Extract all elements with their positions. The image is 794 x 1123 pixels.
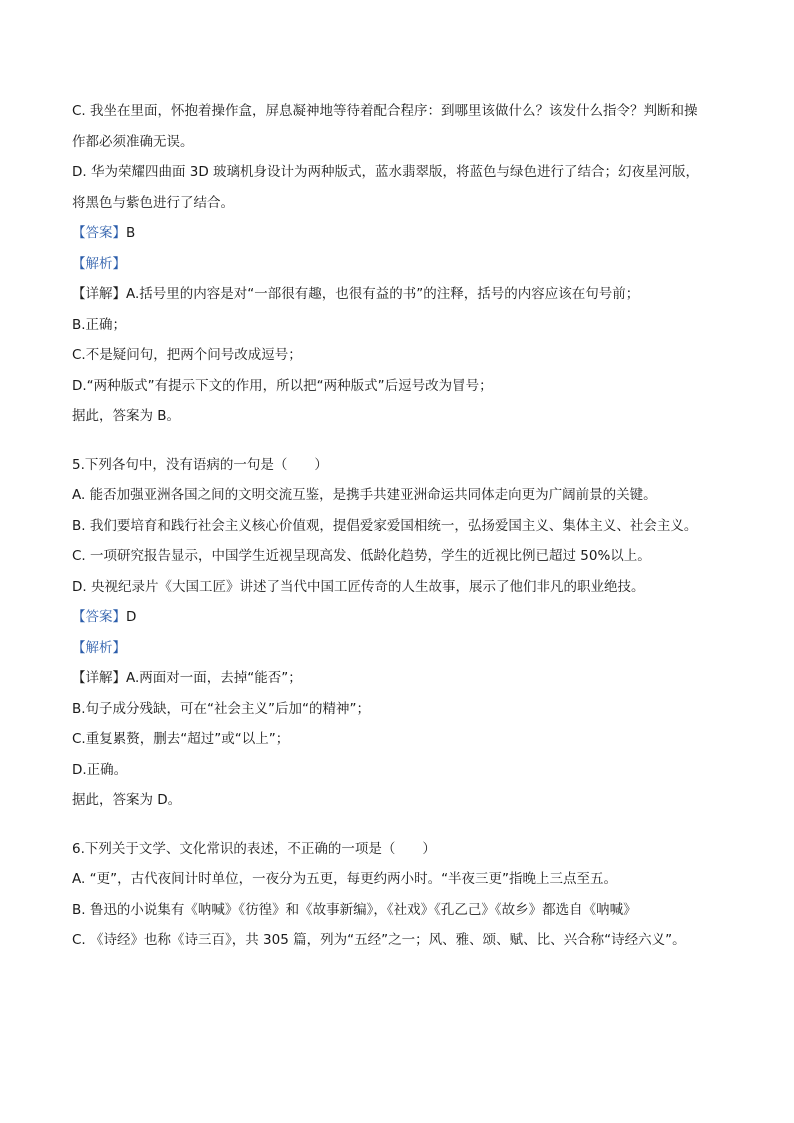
- q5-detail-a: [72, 663, 722, 694]
- answer-tag: 【答案】: [72, 609, 126, 625]
- q6-stem: 6.下列关于文学、文化常识的表述，不正确的一项是（ ）: [72, 840, 436, 857]
- detail-text: A.括号里的内容是对“一部很有趣，也很有益的书”的注释，括号的内容应该在句号前；: [126, 286, 640, 302]
- q5-detail-d: D.正确。: [72, 761, 128, 778]
- q4-detail-b: B.正确；: [72, 316, 127, 333]
- q4-option-d-line2: 将黑色与紫色进行了结合。: [72, 194, 234, 211]
- q6-option-b: B. 鲁迅的小说集有《呐喊》《彷徨》和《故事新编》，《社戏》《孔乙己》《故乡》都选自《呐喊》: [72, 901, 637, 918]
- spacer: [72, 816, 722, 834]
- q4-detail-c: C.不是疑问句，把两个问号改成逗号；: [72, 347, 302, 363]
- q5-analysis-tag: 【解析】: [72, 639, 126, 656]
- q5-option-b: B. 我们要培育和践行社会主义核心价值观，提倡爱家爱国相统一，弘扬爱国主义、集体主义、社会主义。: [72, 517, 698, 534]
- answer-tag: 【答案】: [72, 225, 126, 241]
- q5-detail-b: B.句子成分残缺，可在“社会主义”后加“的精神”；: [72, 700, 371, 717]
- q4-option-c-line1: C. 我坐在里面，怀抱着操作盒，屏息凝神地等待着配合程序：到哪里该做什么？该发什么指令？判断和操: [72, 103, 698, 119]
- document-page: [72, 96, 722, 956]
- q4-conclusion: 据此，答案为 B。: [72, 408, 181, 424]
- q4-detail-a: [72, 279, 722, 310]
- q4-answer: [72, 218, 722, 249]
- spacer: [72, 432, 722, 450]
- q4-detail-d: D.“两种版式”有提示下文的作用，所以把“两种版式”后逗号改为冒号；: [72, 377, 493, 394]
- detail-tag: 【详解】: [72, 286, 126, 302]
- q5-detail-c: C.重复累赘，删去“超过”或“以上”；: [72, 731, 290, 747]
- q5-stem: 5.下列各句中，没有语病的一句是（ ）: [72, 456, 328, 473]
- detail-tag: 【详解】: [72, 670, 126, 686]
- q5-answer: [72, 602, 722, 633]
- q4-option-c-line2: 作都必须准确无误。: [72, 133, 194, 150]
- q5-option-c: C. 一项研究报告显示，中国学生近视呈现高发、低龄化趋势，学生的近视比例已超过 50%以上。: [72, 548, 651, 564]
- q6-option-c: C. 《诗经》也称《诗三百》，共 305 篇，列为“五经”之一；风、雅、颂、赋、比、兴合称“诗经六义”。: [72, 932, 686, 948]
- q5-option-a: A. 能否加强亚洲各国之间的文明交流互鉴，是携手共建亚洲命运共同体走向更为广阔前景的关键。: [72, 487, 657, 503]
- answer-value: B: [126, 225, 136, 241]
- q4-analysis-tag: 【解析】: [72, 255, 126, 272]
- q5-option-d: D. 央视纪录片《大国工匠》讲述了当代中国工匠传奇的人生故事，展示了他们非凡的职业绝技。: [72, 578, 645, 595]
- q4-option-d-line1: D. 华为荣耀四曲面 3D 玻璃机身设计为两种版式，蓝水翡翠版，将蓝色与绿色进行了结合；幻夜星河版，: [72, 164, 700, 180]
- q5-conclusion: 据此，答案为 D。: [72, 792, 182, 808]
- detail-text: A.两面对一面，去掉“能否”；: [126, 670, 302, 686]
- q6-option-a: A. “更”，古代夜间计时单位，一夜分为五更，每更约两小时。“半夜三更”指晚上三点至五。: [72, 871, 618, 887]
- answer-value: D: [126, 609, 137, 625]
